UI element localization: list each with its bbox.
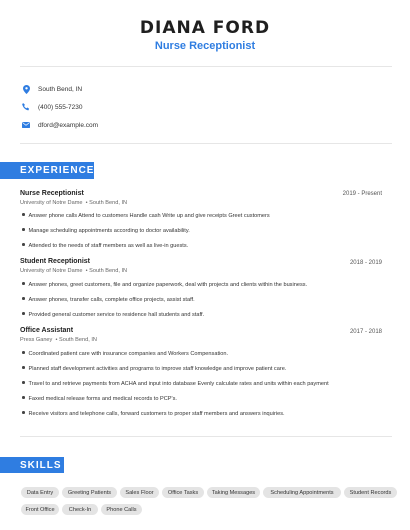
job-company: Press Ganey — [20, 337, 53, 343]
job-company: University of Notre Dame — [20, 268, 83, 274]
job-title: Student Receptionist — [20, 258, 91, 265]
job-org: University of Notre Dame • South Bend, IN — [20, 200, 128, 206]
job-bullet: Answer phones, greet customers, file and organize paperwork, deal with projects and clients within the business. — [22, 282, 392, 288]
phone-text: (400) 555-7230 — [38, 103, 83, 111]
job-bullet: Travel to and retrieve payments from ACHA and input into database Evenly calculate rates and units within each payment — [22, 381, 392, 387]
job-bullet: Provided general customer service to residence hall students and staff. — [22, 312, 392, 318]
skill-chip: Check-In — [62, 504, 98, 515]
skill-chip: Data Entry — [21, 487, 59, 498]
phone-icon — [22, 102, 30, 112]
skill-chip: Office Tasks — [162, 487, 204, 498]
skill-chip: Taking Messages — [207, 487, 260, 498]
job-dates: 2018 - 2019 — [349, 260, 382, 266]
skill-chip: Student Records — [344, 487, 397, 498]
job-bullet: Faxed medical release forms and medical records to PCP's. — [22, 396, 392, 402]
skills-heading: SKILLS — [0, 457, 64, 473]
location-pin-icon — [22, 84, 30, 94]
experience-heading: EXPERIENCE — [0, 162, 94, 179]
experience-divider — [20, 436, 392, 437]
job-location: South Bend, IN — [89, 268, 128, 274]
contact-location — [22, 83, 82, 95]
job-title: Nurse Receptionist — [20, 190, 84, 197]
skill-chip: Greeting Patients — [62, 487, 117, 498]
job-bullet: Coordinated patient care with insurance companies and Workers Compensation. — [22, 351, 392, 357]
job-bullet: Answer phone calls Attend to customers Handle cash Write up and give receipts Greet customers — [22, 213, 392, 219]
skill-chip: Front Office — [21, 504, 59, 515]
job-org: University of Notre Dame • South Bend, IN — [20, 268, 128, 274]
job-bullet: Answer phones, transfer calls, complete office projects, assist staff. — [22, 297, 392, 303]
contact-divider — [20, 143, 392, 144]
email-text: dford@example.com — [38, 121, 99, 129]
skill-chip: Phone Calls — [101, 504, 142, 515]
job-company: University of Notre Dame — [20, 200, 83, 206]
skill-chip: Sales Floor — [120, 487, 159, 498]
candidate-title: Nurse Receptionist — [154, 40, 256, 52]
contact-phone — [22, 101, 82, 113]
location-text: South Bend, IN — [38, 85, 83, 93]
job-bullet: Manage scheduling appointments according to doctor availability. — [22, 228, 392, 234]
job-dates: 2017 - 2018 — [349, 329, 382, 335]
contact-email — [22, 119, 98, 131]
email-icon — [22, 120, 30, 130]
job-location: South Bend, IN — [58, 337, 97, 343]
candidate-name: DIANA FORD — [139, 18, 271, 38]
header-divider — [20, 66, 392, 67]
job-title: Office Assistant — [20, 327, 74, 334]
skill-chip: Scheduling Appointments — [263, 487, 341, 498]
job-bullet: Receive visitors and telephone calls, forward customers to proper staff members and answers inquiries. — [22, 411, 392, 417]
job-dates: 2019 - Present — [342, 191, 382, 197]
job-org: Press Ganey • South Bend, IN — [20, 337, 97, 343]
job-bullet: Planned staff development activities and programs to improve staff knowledge and improve patient care. — [22, 366, 392, 372]
job-bullet: Attended to the needs of staff members as well as live-in guests. — [22, 243, 392, 249]
job-location: South Bend, IN — [89, 200, 128, 206]
